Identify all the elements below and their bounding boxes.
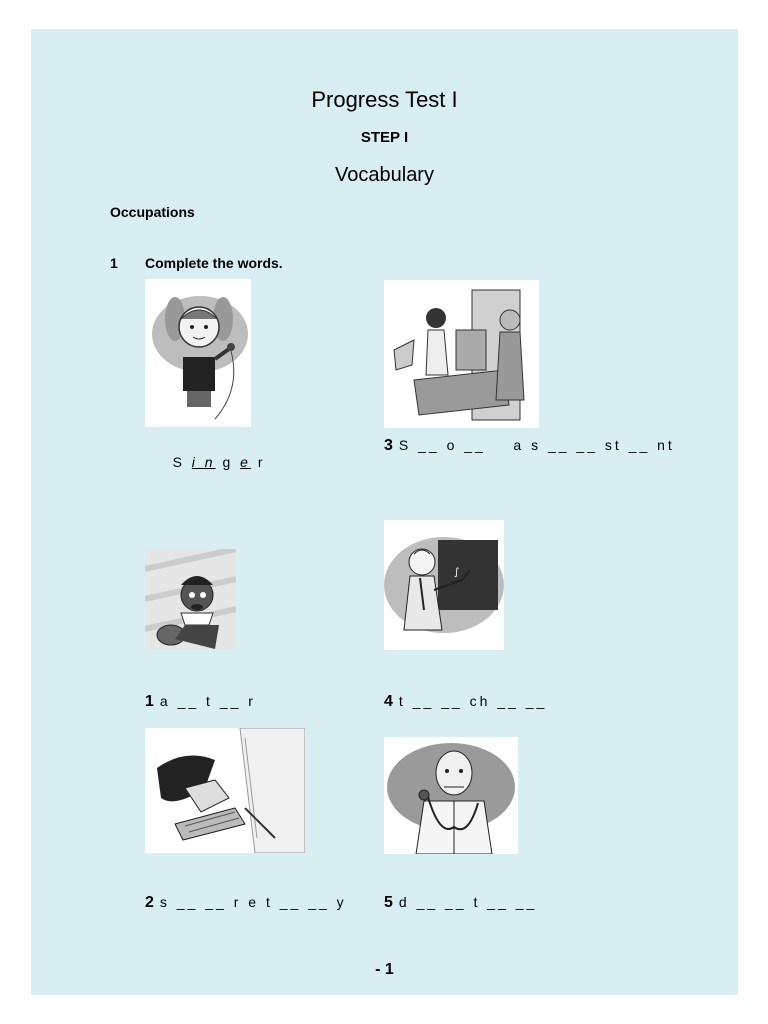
item-1-text: a __ t __ r [159, 693, 256, 709]
teacher-picture [384, 520, 504, 650]
example-word [145, 438, 266, 486]
example-fill-1: i n [191, 454, 216, 470]
svg-text:∫: ∫ [454, 567, 460, 578]
singer-picture [145, 279, 251, 427]
actor-illustration [145, 549, 236, 649]
actor-picture [145, 549, 236, 649]
item-4-number: 4 [384, 693, 393, 710]
teacher-illustration [384, 520, 504, 650]
section-title: Vocabulary [335, 164, 434, 186]
worksheet-page [31, 29, 738, 995]
page-number: - 1 [375, 961, 394, 978]
item-1-word [145, 693, 256, 711]
item-2-number: 2 [145, 894, 154, 911]
example-start: S [172, 454, 185, 470]
item-2-text: s __ __ r e t __ __ y [159, 894, 347, 910]
exercise-instruction: Complete the words. [145, 255, 283, 271]
item-2-word [145, 894, 347, 912]
item-4-text: t __ __ ch __ __ [398, 693, 548, 709]
example-fill-2: e [240, 454, 251, 470]
topic-heading: Occupations [110, 204, 195, 220]
item-5-number: 5 [384, 894, 393, 911]
singer-illustration [145, 279, 251, 427]
item-3-word [384, 437, 675, 455]
step-label: STEP I [360, 129, 409, 146]
item-5-text: d __ __ t __ __ [398, 894, 538, 910]
item-3-text: S __ o __ a s __ __ st __ nt [398, 437, 675, 453]
item-1-number: 1 [145, 693, 154, 710]
test-title: Progress Test I [311, 87, 458, 112]
item-3-number: 3 [384, 437, 393, 454]
secretary-picture [145, 728, 305, 853]
doctor-illustration [384, 737, 518, 854]
example-mid: g [222, 454, 234, 470]
secretary-illustration [145, 728, 305, 853]
example-end: r [257, 454, 266, 470]
exercise-number: 1 [110, 255, 118, 271]
doctor-picture [384, 737, 518, 854]
shop-assistant-illustration [384, 280, 539, 428]
shop-assistant-picture [384, 280, 539, 428]
item-4-word [384, 693, 547, 711]
item-5-word [384, 894, 537, 912]
